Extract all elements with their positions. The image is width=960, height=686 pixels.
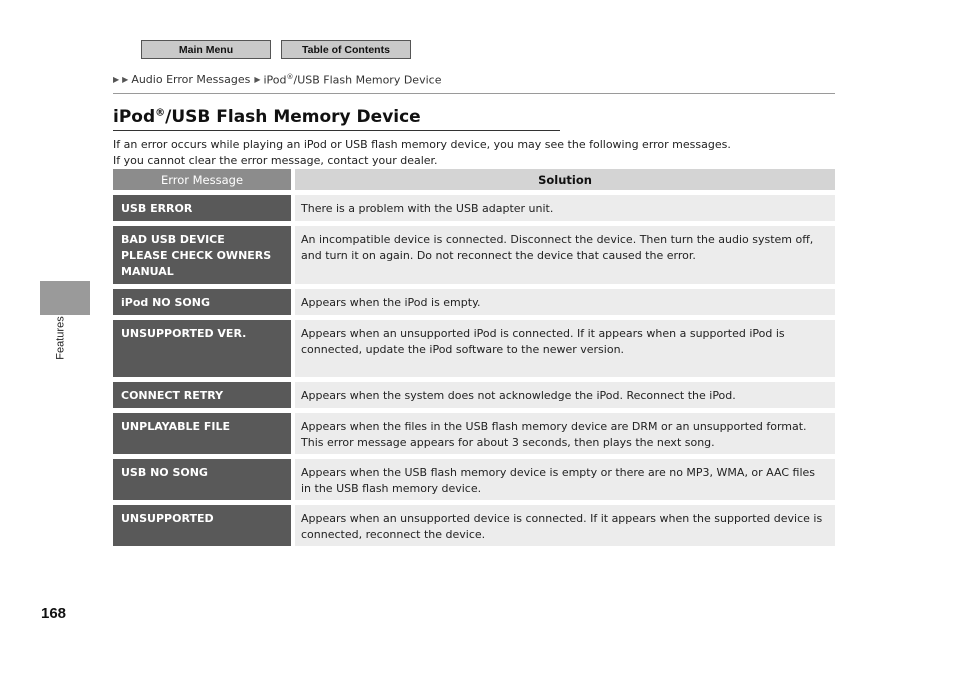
table-row bbox=[113, 320, 835, 377]
breadcrumb-link-audio-error-messages[interactable]: Audio Error Messages bbox=[131, 73, 251, 87]
solution-cell: Appears when the files in the USB flash memory device are DRM or an unsupported format. This error message appears for about 3 seconds, then plays the next song. bbox=[295, 413, 835, 454]
table-row bbox=[113, 289, 835, 315]
solution-cell: Appears when the USB flash memory device is empty or there are no MP3, WMA, or AAC files in the USB flash memory device. bbox=[295, 459, 835, 500]
solution-cell: Appears when the iPod is empty. bbox=[295, 289, 835, 315]
breadcrumb-arrow-icon: ▶ bbox=[113, 75, 120, 85]
solution-cell: An incompatible device is connected. Disconnect the device. Then turn the audio system off, and turn it on again. Do not reconnect the device that caused the error. bbox=[295, 226, 835, 284]
error-message-cell: USB NO SONG bbox=[113, 459, 291, 500]
error-message-cell: BAD USB DEVICE PLEASE CHECK OWNERS MANUAL bbox=[113, 226, 291, 284]
breadcrumb-divider bbox=[113, 93, 835, 94]
table-of-contents-button[interactable]: Table of Contents bbox=[281, 40, 411, 59]
page-number: 168 bbox=[41, 605, 67, 622]
error-message-cell: iPod NO SONG bbox=[113, 289, 291, 315]
header-solution: Solution bbox=[295, 169, 835, 190]
table-row bbox=[113, 226, 835, 284]
table-header bbox=[113, 169, 835, 190]
table-row bbox=[113, 413, 835, 454]
error-message-cell: UNSUPPORTED bbox=[113, 505, 291, 546]
main-menu-button[interactable]: Main Menu bbox=[141, 40, 271, 59]
intro-line: If you cannot clear the error message, contact your dealer. bbox=[113, 154, 438, 167]
breadcrumb-arrow-icon: ▶ bbox=[122, 75, 129, 85]
solution-cell: Appears when an unsupported device is connected. If it appears when the supported device is connected, reconnect the device. bbox=[295, 505, 835, 546]
solution-cell: There is a problem with the USB adapter unit. bbox=[295, 195, 835, 221]
table-row bbox=[113, 195, 835, 221]
solution-cell: Appears when an unsupported iPod is connected. If it appears when a supported iPod is connected, update the iPod software to the newer version. bbox=[295, 320, 835, 377]
error-message-table bbox=[113, 169, 835, 551]
header-error-message: Error Message bbox=[113, 169, 291, 190]
registered-mark: ® bbox=[155, 107, 166, 119]
error-message-cell: USB ERROR bbox=[113, 195, 291, 221]
solution-cell: Appears when the system does not acknowledge the iPod. Reconnect the iPod. bbox=[295, 382, 835, 408]
nav-buttons bbox=[141, 40, 411, 59]
breadcrumb bbox=[113, 73, 441, 87]
table-row bbox=[113, 382, 835, 408]
error-message-cell: CONNECT RETRY bbox=[113, 382, 291, 408]
section-tab[interactable] bbox=[40, 281, 90, 315]
intro-text bbox=[113, 137, 731, 169]
table-row bbox=[113, 505, 835, 546]
page-title: iPod®/USB Flash Memory Device bbox=[113, 107, 421, 127]
section-label: Features bbox=[55, 316, 68, 360]
breadcrumb-current: iPod®/USB Flash Memory Device bbox=[263, 73, 442, 87]
title-underline bbox=[113, 130, 560, 131]
error-message-cell: UNSUPPORTED VER. bbox=[113, 320, 291, 377]
intro-line: If an error occurs while playing an iPod or USB flash memory device, you may see the following error messages. bbox=[113, 138, 731, 151]
breadcrumb-arrow-icon: ▶ bbox=[254, 75, 261, 85]
table-row bbox=[113, 459, 835, 500]
registered-mark: ® bbox=[286, 73, 294, 81]
error-message-cell: UNPLAYABLE FILE bbox=[113, 413, 291, 454]
